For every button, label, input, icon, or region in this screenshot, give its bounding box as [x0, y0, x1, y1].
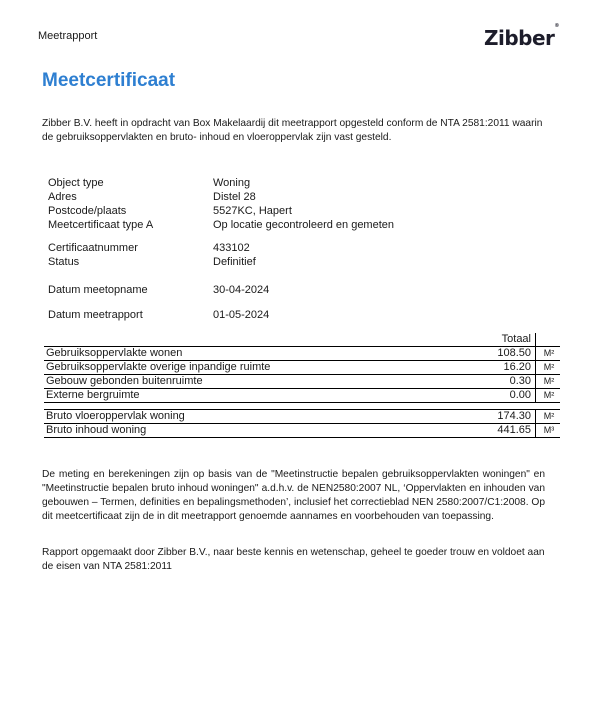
table-row: Gebruiksoppervlakte wonen 108.50 M² [44, 347, 560, 361]
table-row: Bruto inhoud woning 441.65 M³ [44, 424, 560, 438]
table-row: Externe bergruimte 0.00 M² [44, 389, 560, 403]
table-spacer [44, 403, 560, 410]
report-note: Rapport opgemaakt door Zibber B.V., naar beste kennis en wetenschap, geheel te goeder trouw en voldoet aan de eisen van NTA 2581:2011 [42, 547, 545, 572]
table-header-row [44, 333, 560, 347]
table-row: Gebruiksoppervlakte overige inpandige ruimte 16.20 M² [44, 361, 560, 375]
logo-mark: ® [554, 23, 559, 30]
total-header: Totaal [486, 333, 536, 347]
table-row: Bruto vloeroppervlak woning 174.30 M² [44, 410, 560, 424]
measurement-table [44, 333, 560, 438]
page-title: Meetcertificaat [42, 70, 176, 91]
logo-text: Zibber [484, 26, 555, 50]
closing-paragraph: De meting en berekeningen zijn op basis van de "Meetinstructie bepalen gebruiksoppervlakten woningen" en "Meetinstructie bepalen bruto inhoud woningen" a.d.h.v. de NEN2580:2007 NL, ‘Oppervlakten en inhouden van gebouwen – Termen, definities en bepalingsmethoden’, inclusief het correctieblad NEN 2580:2007/C1:2008. Op dit meetcertificaat zijn de in dit meetrapport genoemde aannames en voorbehouden van toepassing. [42, 469, 545, 522]
document-header-label: Meetrapport [38, 30, 98, 42]
zibber-logo [484, 23, 559, 50]
table-row: Gebouw gebonden buitenruimte 0.30 M² [44, 375, 560, 389]
intro-paragraph: Zibber B.V. heeft in opdracht van Box Makelaardij dit meetrapport opgesteld conform de NTA 2581:2011 waarin de gebruiksoppervlakten en bruto- inhoud en vloeroppervlak zijn vast gesteld. [42, 118, 543, 143]
